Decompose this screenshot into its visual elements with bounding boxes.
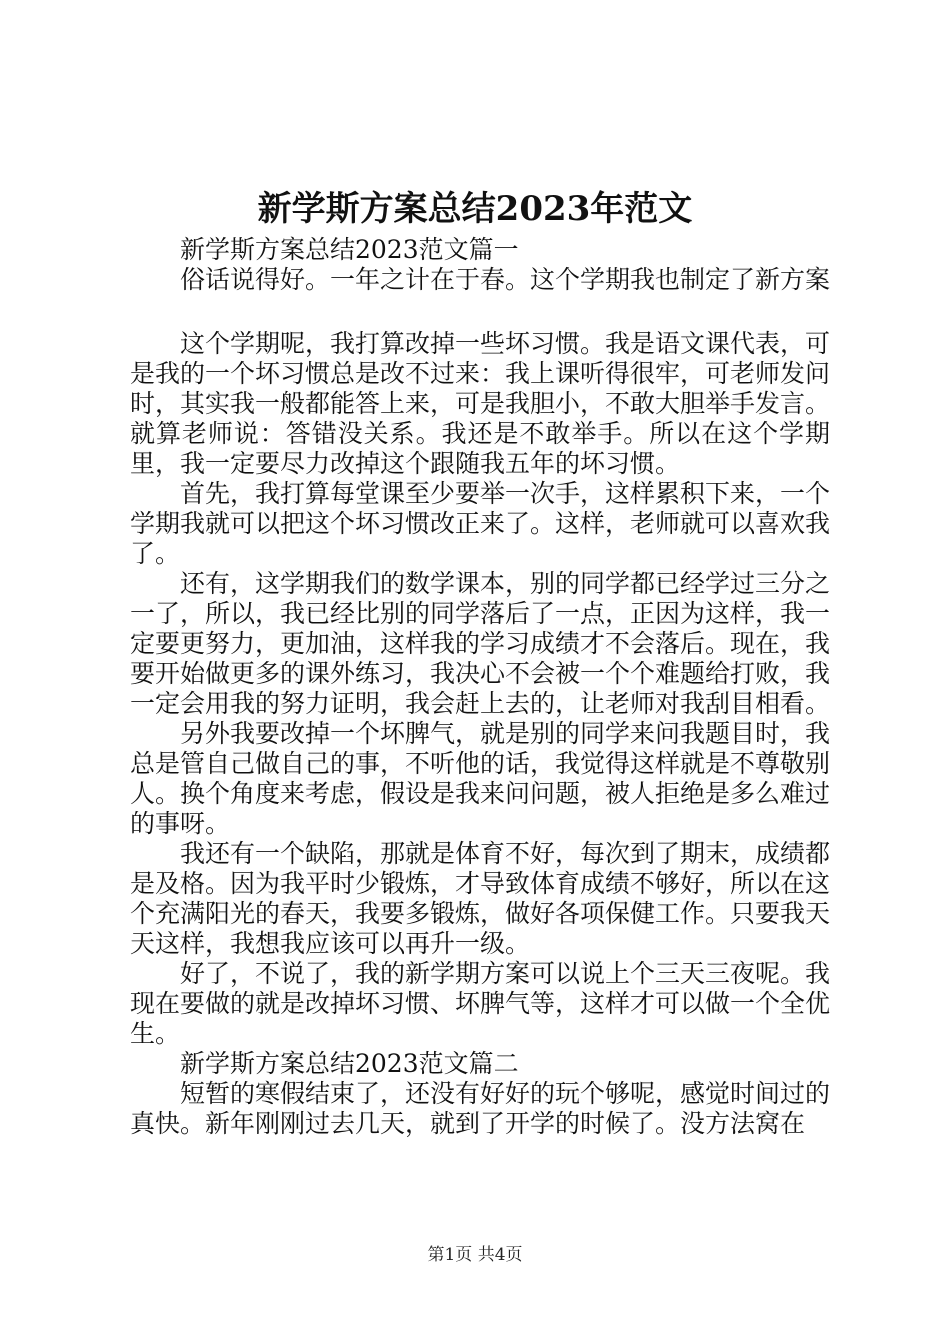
- paragraph-habit: 这个学期呢，我打算改掉一些坏习惯。我是语文课代表，可是我的一个坏习惯总是改不过来：我上课听得很牢，可老师发问时，其实我一般都能答上来，可是我胆小，不敢大胆举手发言。就算老师说：答错没关系。我还是不敢举手。所以在这个学期里，我一定要尽力改掉这个跟随我五年的坏习惯。: [130, 329, 831, 478]
- paragraph-sports: 我还有一个缺陷，那就是体育不好，每次到了期末，成绩都是及格。因为我平时少锻炼，才导致体育成绩不够好，所以在这个充满阳光的春天，我要多锻炼，做好各项保健工作。只要我天天这样，我想我应该可以再升一级。: [130, 839, 831, 958]
- paragraph-temper: 另外我要改掉一个坏脾气，就是别的同学来问我题目时，我总是管自己做自己的事，不听他的话，我觉得这样就是不尊敬别人。换个角度来考虑，假设是我来问问题，被人拒绝是多么难过的事呀。: [130, 719, 831, 838]
- document-body: [130, 235, 830, 1139]
- section-heading-1: 新学斯方案总结2023范文篇一: [180, 235, 519, 264]
- paragraph-closing: 好了，不说了，我的新学期方案可以说上个三天三夜呢。我现在要做的就是改掉坏习惯、坏脾气等，这样才可以做一个全优生。: [130, 959, 831, 1048]
- section-heading-2: 新学斯方案总结2023范文篇二: [180, 1049, 519, 1078]
- paragraph-math: 还有，这学期我们的数学课本，别的同学都已经学过三分之一了，所以，我已经比别的同学落后了一点，正因为这样，我一定要更努力，更加油，这样我的学习成绩才不会落后。现在，我要开始做更多的课外练习，我决心不会被一个个难题给打败，我一定会用我的努力证明，我会赶上去的，让老师对我刮目相看。: [130, 569, 831, 718]
- paragraph-first: 首先，我打算每堂课至少要举一次手，这样累积下来，一个学期我就可以把这个坏习惯改正来了。这样，老师就可以喜欢我了。: [130, 479, 831, 568]
- paragraph-winter-break: 短暂的寒假结束了，还没有好好的玩个够呢，感觉时间过的真快。新年刚刚过去几天，就到了开学的时候了。没方法窝在: [130, 1079, 831, 1138]
- page-footer: 第1页 共4页: [427, 1245, 523, 1265]
- paragraph-intro: 俗话说得好。一年之计在于春。这个学期我也制定了新方案: [180, 265, 831, 294]
- document-title: 新学斯方案总结2023年范文: [257, 189, 693, 229]
